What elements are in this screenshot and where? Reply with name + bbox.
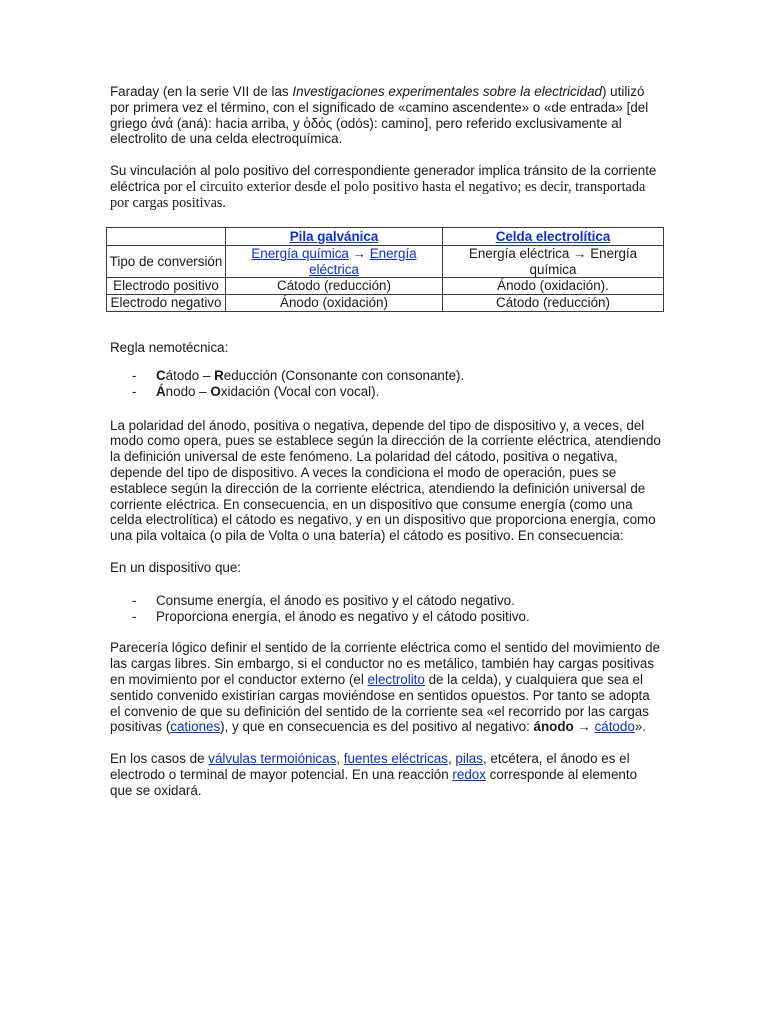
table-header-pila-galvanica	[226, 227, 443, 245]
list-item	[110, 368, 662, 384]
table-header-empty	[107, 227, 226, 245]
list-item	[110, 384, 662, 400]
table-cell-label: Electrodo positivo	[107, 278, 226, 295]
serif-text: por el circuito exterior desde el polo positivo hasta el negativo; es decir, transportada por cargas positivas.	[110, 178, 646, 211]
book-title: Investigaciones experimentales sobre la electricidad	[292, 84, 602, 99]
text: átodo –	[165, 367, 215, 383]
bold-letter: R	[214, 367, 224, 383]
text: Proporciona energía, el ánodo es negativo y el cátodo positivo.	[156, 608, 530, 624]
paragraph-vinculacion	[110, 163, 662, 211]
text: nodo –	[165, 383, 211, 399]
list-item	[110, 609, 662, 625]
text: , etcétera, el ánodo es el electrodo o terminal de mayor potencial. En una reacción	[110, 751, 630, 782]
table-cell: Energía eléctrica → Energía química	[443, 245, 664, 277]
energia-electrica-link[interactable]: Energía eléctrica	[309, 245, 417, 277]
celda-electrolitica-link[interactable]: Celda electrolítica	[495, 228, 611, 244]
electrolito-link[interactable]: electrolito	[367, 671, 425, 687]
paragraph-casos	[110, 751, 662, 798]
arrow-text: →	[348, 245, 370, 261]
dash-bullet: -	[132, 367, 137, 383]
table-cell: Ánodo (oxidación)	[226, 295, 443, 312]
text: Su vinculación al polo positivo del correspondiente generador implica tránsito de la corriente eléctrica	[110, 163, 657, 194]
bold-letter: C	[156, 367, 166, 383]
bold-letter: O	[210, 383, 221, 399]
dash-bullet: -	[132, 608, 137, 624]
paragraph-sentido-corriente	[110, 640, 662, 735]
bold-text: ánodo →	[533, 719, 591, 735]
text: ,	[447, 751, 456, 767]
table-row	[107, 295, 664, 312]
document-body	[110, 84, 662, 799]
fuentes-electricas-link[interactable]: fuentes eléctricas	[343, 751, 448, 767]
table-cell: Ánodo (oxidación).	[443, 278, 664, 295]
text: Consume energía, el ánodo es positivo y el cátodo negativo.	[156, 592, 515, 608]
table-cell	[226, 245, 443, 277]
table-cell: Cátodo (reducción)	[226, 278, 443, 295]
energia-quimica-link[interactable]: Energía química	[251, 245, 349, 261]
text: corresponde al elemento que se oxidará.	[110, 766, 638, 798]
pila-galvanica-link[interactable]: Pila galvánica	[289, 228, 379, 244]
table-cell: Cátodo (reducción)	[443, 295, 664, 312]
text: educción (Consonante con consonante).	[223, 367, 465, 383]
dash-bullet: -	[132, 592, 137, 608]
dispositivo-list	[110, 593, 662, 625]
bold-letter: Á	[156, 383, 166, 399]
dash-bullet: -	[132, 383, 137, 399]
table-row	[107, 245, 664, 277]
paragraph-polaridad: La polaridad del ánodo, positiva o negativa, depende del tipo de dispositivo y, a veces, del modo como opera, pues se establece según la dirección de la corriente eléctrica, atendiendo la definición universal de este fenómeno. La polaridad del cátodo, positiva o negativa, depende del tipo de dispositivo. A veces la condiciona el modo de operación, pues se establece según la dirección de la corriente eléctrica, atendiendo la definición universal de corriente eléctrica. En consecuencia, en un dispositivo que consume energía (como una celda electrolítica) el cátodo es negativo, y en un dispositivo que proporciona energía, como una pila voltaica (o pila de Volta o una batería) el cátodo es positivo. En consecuencia:	[110, 417, 661, 544]
table-row	[107, 278, 664, 295]
text: xidación (Vocal con vocal).	[220, 383, 380, 399]
text: de la celda), y cualquiera que sea el sentido convenido existirían cargas moviéndose en sentidos opuestos. Por tanto se adopta el convenio de que su definición del sentido de la corriente sea «el recorrido por las cargas positivas (	[110, 671, 650, 735]
text: En los casos de	[110, 751, 209, 767]
pilas-link[interactable]: pilas	[455, 751, 483, 767]
valvulas-termoionicas-link[interactable]: válvulas termoiónicas	[208, 751, 337, 767]
text: ,	[336, 751, 344, 767]
table-cell-label: Electrodo negativo	[107, 295, 226, 312]
text: Parecería lógico definir el sentido de la corriente eléctrica como el sentido del movimiento de las cargas libres. Sin embargo, si el conductor no es metálico, también hay cargas positivas en movimiento por el conductor externo (el	[110, 640, 661, 687]
text: ), y que en consecuencia es del positivo al negativo:	[220, 719, 534, 735]
paragraph-faraday	[110, 84, 662, 147]
catodo-link[interactable]: cátodo	[594, 719, 635, 735]
conversion-table	[106, 227, 664, 312]
table-cell-label: Tipo de conversión	[107, 245, 226, 277]
table-header-celda-electrolitica	[443, 227, 664, 245]
regla-title: Regla nemotécnica:	[110, 340, 229, 356]
text: ».	[634, 719, 646, 735]
list-item	[110, 593, 662, 609]
text: ) utilizó por primera vez el término, con el significado de «camino ascendente» o «de entrada» [del griego ἀνά (aná): hacia arriba, y ὁδός (odós): camino], pero referido exclusivamente al electrolito de una celda electroquímica.	[110, 84, 649, 147]
dispositivo-title: En un dispositivo que:	[110, 559, 242, 575]
regla-list	[110, 368, 662, 400]
redox-link[interactable]: redox	[452, 766, 486, 782]
cationes-link[interactable]: cationes	[170, 719, 221, 735]
table-header-row	[107, 227, 664, 245]
text: Faraday (en la serie VII de las	[110, 84, 293, 99]
